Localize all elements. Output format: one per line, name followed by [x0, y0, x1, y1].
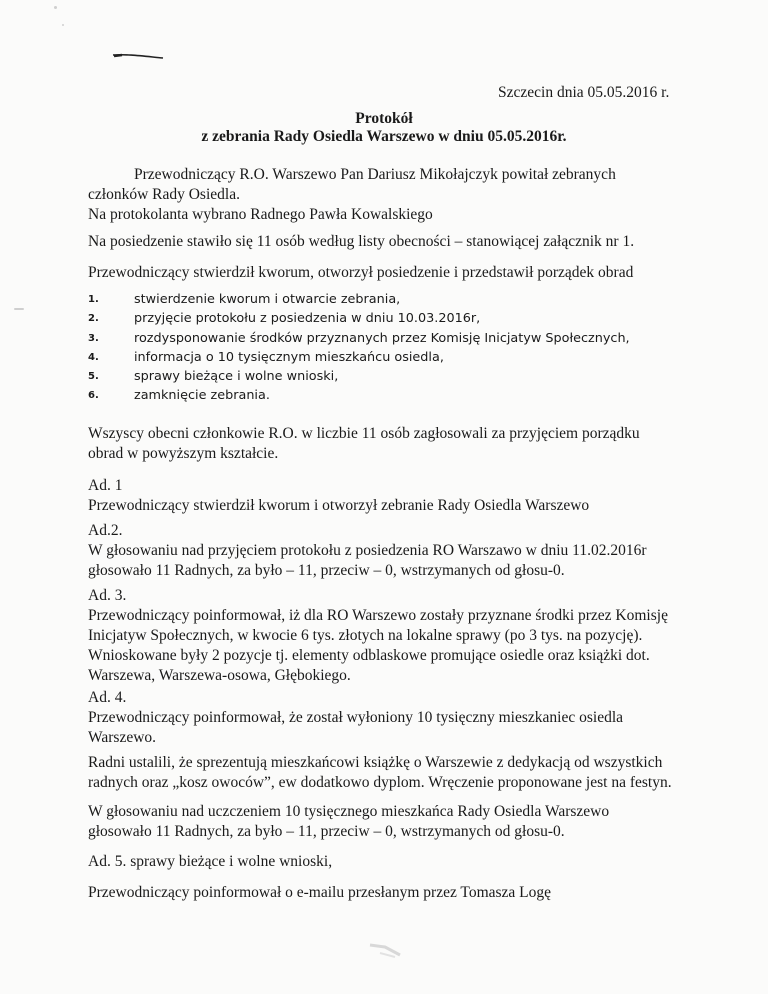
document-title: Protokół [355, 110, 413, 127]
document-subtitle: z zebrania Rady Osiedla Warszewo w dniu 05.05.2016r. [201, 128, 567, 145]
agenda-list [88, 290, 688, 406]
agenda-item-text: przyjęcie protokołu z posiedzenia w dniu 10.03.2016r, [134, 311, 481, 327]
intro-line: Przewodniczący R.O. Warszewo Pan Dariusz Mikołajczyk powitał zebranych [134, 166, 616, 183]
agenda-item-text: informacja o 10 tysięcznym mieszkańcu osiedla, [134, 349, 444, 365]
paragraph-line: Radni ustalili, że sprezentują mieszkańcowi książkę o Warszewie z dedykacją od wszystkich [88, 754, 663, 771]
section-heading: Ad.2. [88, 522, 123, 539]
agenda-item-number: 5. [88, 371, 99, 383]
agenda-vote-paragraph [88, 424, 688, 464]
agenda-item [88, 309, 688, 328]
agenda-item [88, 290, 688, 309]
paragraph-line: Wnioskowane były 2 pozycje tj. elementy odblaskowe promujące osiedle oraz książki dot. [88, 647, 650, 664]
paragraph-line: W głosowaniu nad uczczeniem 10 tysięcznego mieszkańca Rady Osiedla Warszewo [88, 803, 610, 820]
agenda-item-text: rozdysponowanie środków przyznanych przez Komisję Inicjatyw Społecznych, [134, 330, 630, 346]
ad4-vote-paragraph [88, 802, 688, 842]
ad5-heading: Ad. 5. sprawy bieżące i wolne wnioski, [88, 853, 333, 870]
intro-paragraph [88, 165, 688, 225]
scan-speck [54, 6, 57, 9]
agenda-item-number: 6. [88, 390, 99, 402]
ad1-section [88, 476, 688, 516]
scan-speck [14, 308, 24, 310]
paragraph-line: radnych oraz „kosz owoców”, ew dodatkowo dyplom. Wręczenie proponowane jest na festyn. [88, 774, 672, 791]
ad4-gift-paragraph [88, 753, 688, 793]
ad3-section [88, 586, 688, 686]
paragraph-line: Wszyscy obecni członkowie R.O. w liczbie 11 osób zagłosowali za przyjęciem porządku [88, 425, 640, 442]
agenda-item [88, 386, 688, 405]
paragraph-line: Przewodniczący poinformował, iż dla RO Warszewo zostały przyznane środki przez Komisję [88, 607, 668, 624]
paragraph-line: Warszewa, Warszewa-osowa, Głębokiego. [88, 667, 351, 684]
agenda-item-number: 4. [88, 351, 99, 363]
paragraph-line: W głosowaniu nad przyjęciem protokołu z posiedzenia RO Warszawo w dniu 11.02.2016r [88, 542, 647, 559]
paragraph-line: Inicjatyw Społecznych, w kwocie 6 tys. złotych na lokalne sprawy (po 3 tys. na pozycję). [88, 627, 643, 644]
paragraph-line: głosowało 11 Radnych, za było – 11, przeciw – 0, wstrzymanych od głosu-0. [88, 562, 565, 579]
agenda-item-text: stwierdzenie kworum i otwarcie zebrania, [134, 292, 401, 307]
attendance-text: Na posiedzenie stawiło się 11 osób według listy obecności – stanowiącej załącznik nr 1. [88, 233, 635, 250]
agenda-item-number: 1. [88, 294, 99, 305]
intro-line: Na protokolanta wybrano Radnego Pawła Kowalskiego [88, 206, 433, 223]
agenda-item-number: 3. [88, 332, 99, 344]
section-heading: Ad. 1 [88, 477, 123, 494]
ad5-text: Przewodniczący poinformował o e-mailu przesłanym przez Tomasza Logę [88, 884, 552, 901]
section-heading: Ad. 4. [88, 689, 127, 706]
paragraph-line: Przewodniczący poinformował, że został wyłoniony 10 tysięczny mieszkaniec osiedla [88, 709, 624, 726]
intro-line: członków Rady Osiedla. [88, 186, 240, 203]
agenda-item [88, 348, 688, 367]
paragraph-line: Warszewo. [88, 729, 157, 746]
quorum-text: Przewodniczący stwierdził kworum, otworzył posiedzenie i przedstawił porządek obrad [88, 264, 634, 281]
faint-scan-mark [360, 935, 420, 965]
agenda-item-text: sprawy bieżące i wolne wnioski, [134, 369, 339, 385]
agenda-item-number: 2. [88, 313, 99, 325]
agenda-item [88, 367, 688, 386]
paragraph-line: obrad w powyższym kształcie. [88, 445, 279, 462]
agenda-item [88, 329, 688, 348]
pen-stroke-mark [112, 52, 164, 60]
paragraph-line: głosowało 11 Radnych, za było – 11, przeciw – 0, wstrzymanych od głosu-0. [88, 823, 565, 840]
ad4-section [88, 688, 688, 748]
section-heading: Ad. 3. [88, 587, 127, 604]
ad2-section [88, 521, 688, 581]
document-date: Szczecin dnia 05.05.2016 r. [498, 84, 670, 101]
paragraph-line: Przewodniczący stwierdził kworum i otworzył zebranie Rady Osiedla Warszewo [88, 497, 590, 514]
agenda-item-text: zamknięcie zebrania. [134, 388, 270, 404]
scan-speck [62, 24, 64, 26]
